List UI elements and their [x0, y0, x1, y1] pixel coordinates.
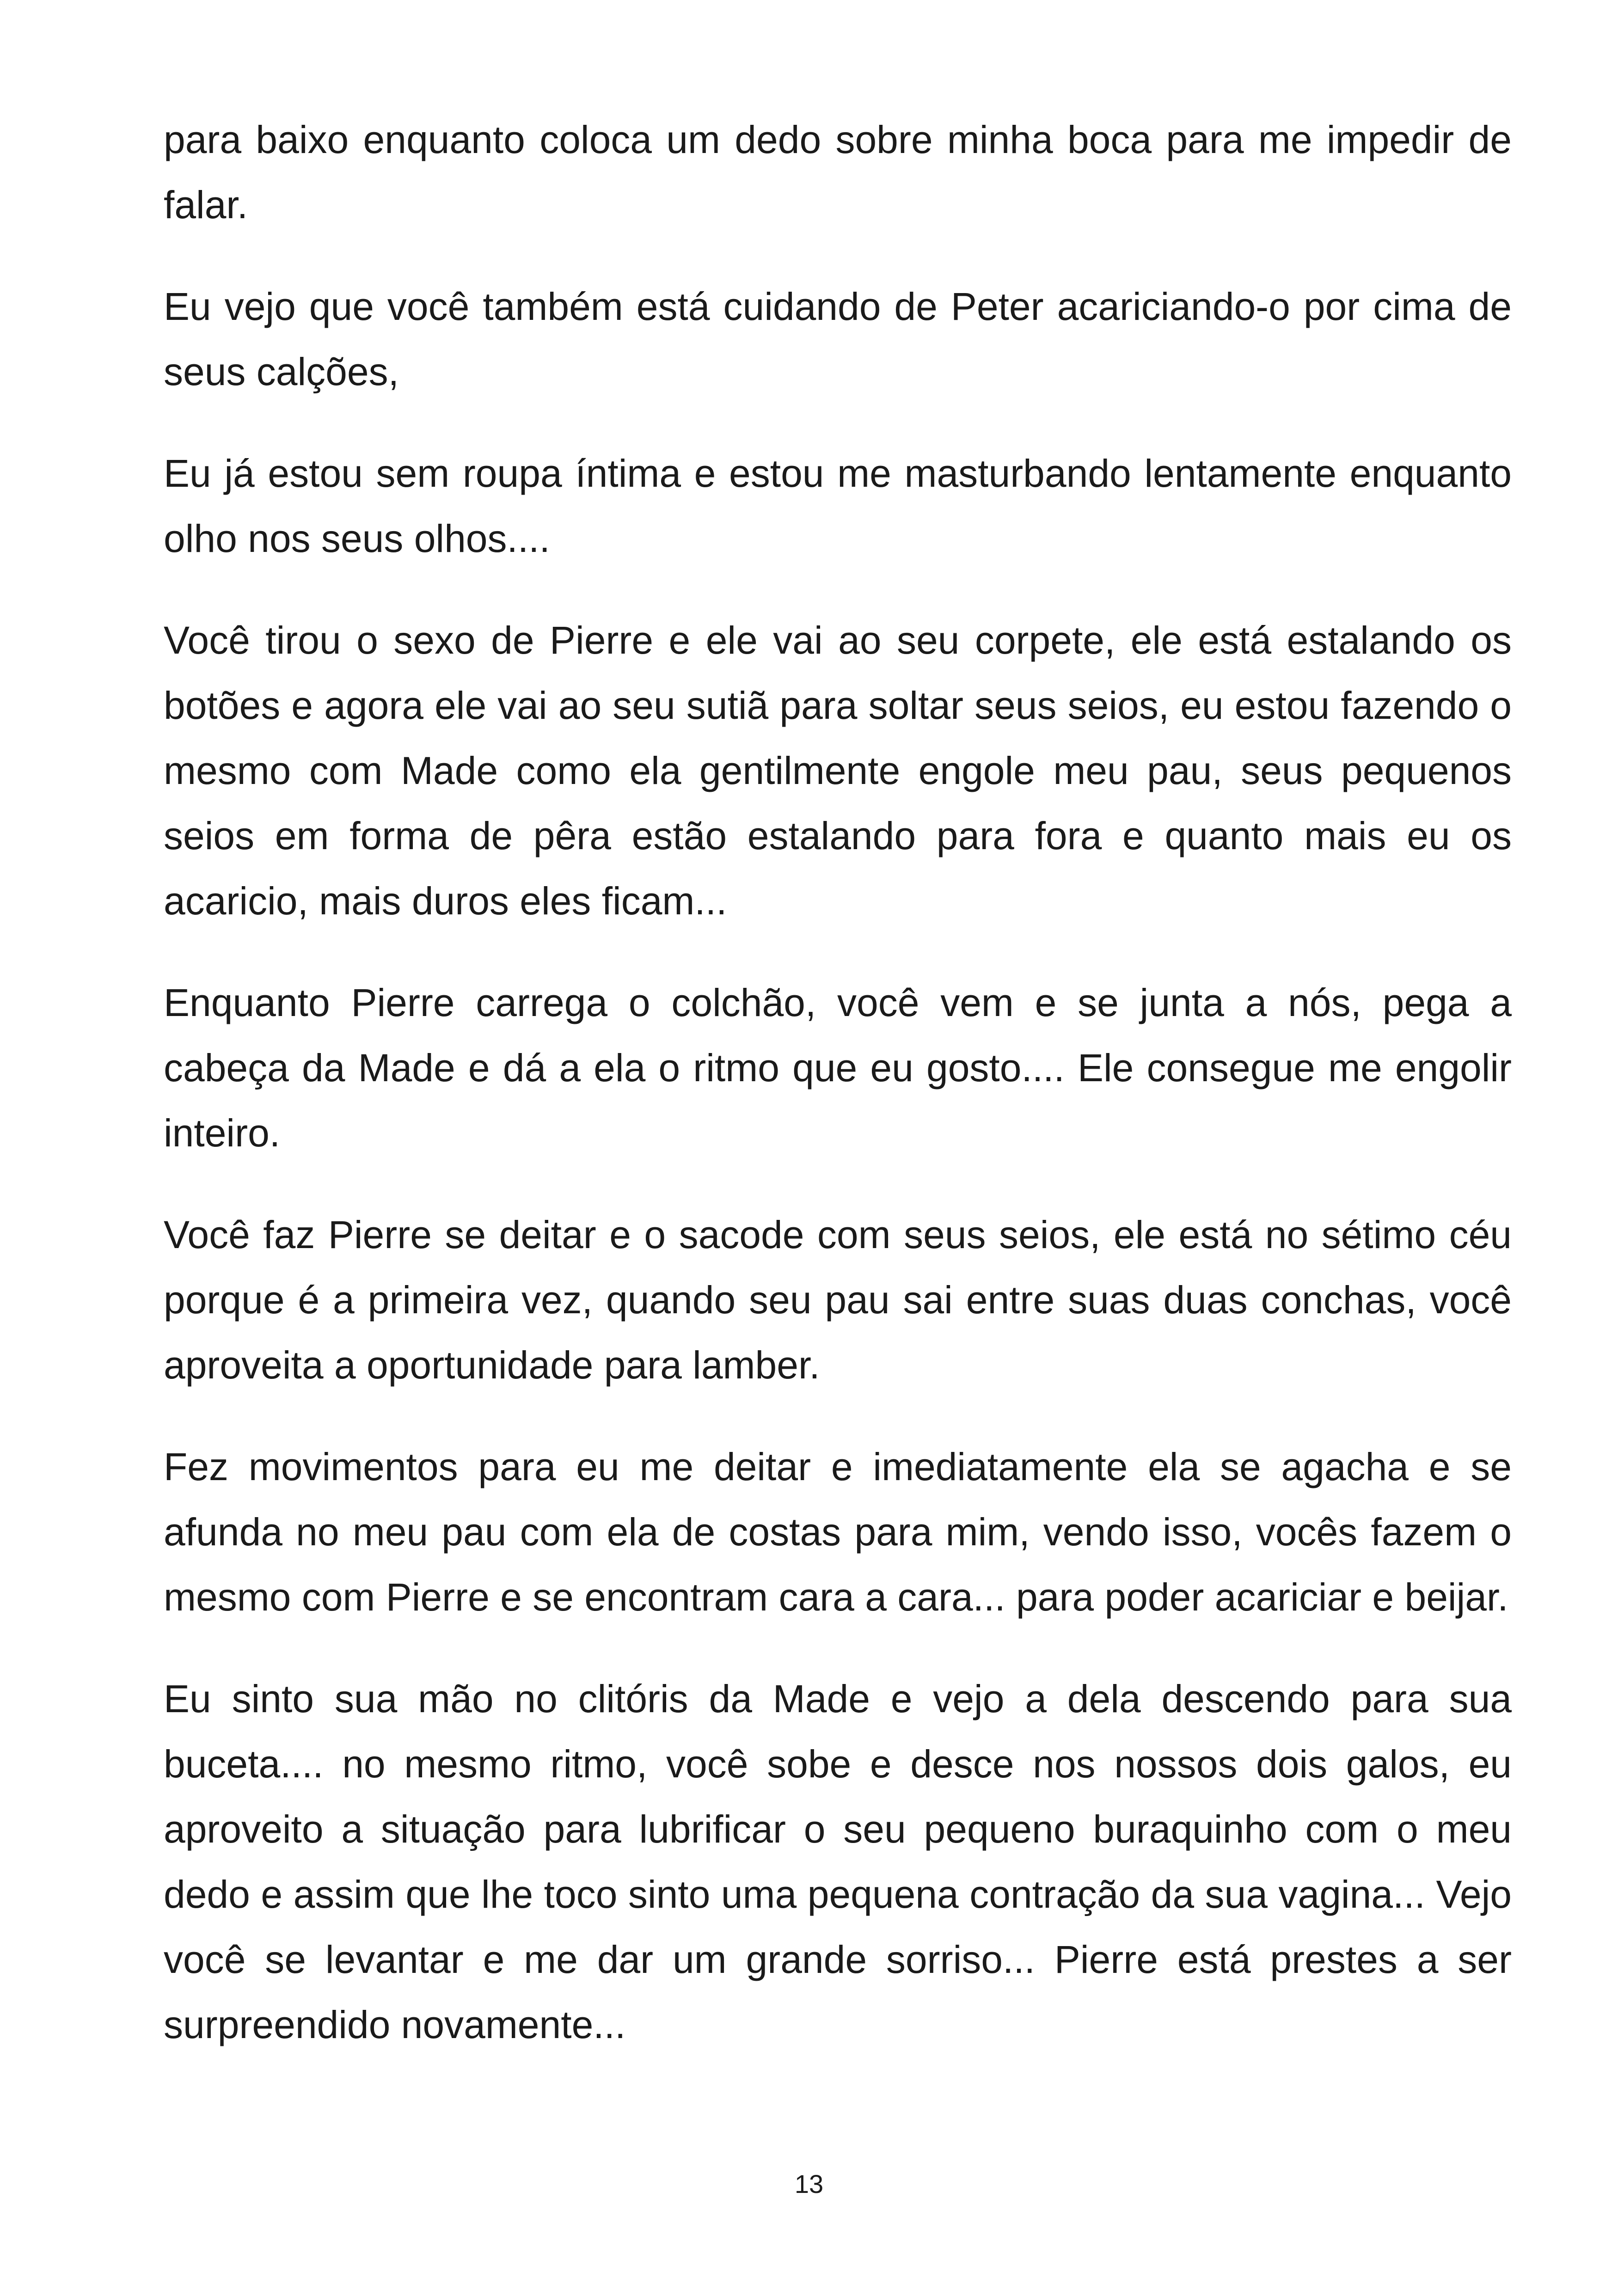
paragraph: para baixo enquanto coloca um dedo sobre minha boca para me impedir de falar. — [164, 118, 1512, 227]
paragraph: Eu vejo que você também está cuidando de Peter acariciando-o por cima de seus calções, — [164, 285, 1512, 393]
paragraph: Enquanto Pierre carrega o colchão, você vem e se junta a nós, pega a cabeça da Made e dá a ela o ritmo que eu gosto.... Ele consegue me engolir inteiro. — [164, 981, 1512, 1155]
paragraph: Eu sinto sua mão no clitóris da Made e vejo a dela descendo para sua buceta.... no mesmo ritmo, você sobe e desce nos nossos dois galos, eu aproveito a situação para lubrificar o seu pequeno buraquinho com o meu dedo e assim que lhe toco sinto uma pequena contração da sua vagina... Vejo você se levantar e me dar um grande sorriso... Pierre está prestes a ser surpreendido novamente... — [164, 1677, 1512, 2046]
paragraph: Você faz Pierre se deitar e o sacode com seus seios, ele está no sétimo céu porque é a primeira vez, quando seu pau sai entre suas duas conchas, você aproveita a oportunidade para lamber. — [164, 1213, 1512, 1387]
page-number: 13 — [794, 2169, 824, 2198]
document-body — [164, 107, 1512, 2094]
paragraph: Você tirou o sexo de Pierre e ele vai ao seu corpete, ele está estalando os botões e agora ele vai ao seu sutiã para soltar seus seios, eu estou fazendo o mesmo com Made como ela gentilmente engole meu pau, seus pequenos seios em forma de pêra estão estalando para fora e quanto mais eu os acaricio, mais duros eles ficam... — [164, 618, 1512, 923]
paragraph: Fez movimentos para eu me deitar e imediatamente ela se agacha e se afunda no meu pau com ela de costas para mim, vendo isso, vocês fazem o mesmo com Pierre e se encontram cara a cara... para poder acariciar e beijar. — [164, 1445, 1512, 1619]
paragraph: Eu já estou sem roupa íntima e estou me masturbando lentamente enquanto olho nos seus olhos.... — [164, 452, 1512, 560]
